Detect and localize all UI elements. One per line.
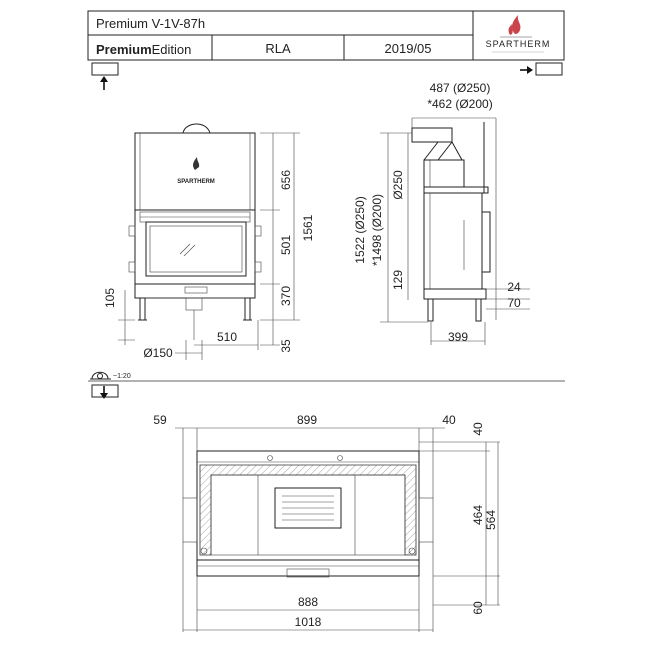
dim-656: 656: [279, 169, 293, 191]
dim-899: 899: [296, 413, 318, 427]
dim-370: 370: [279, 285, 293, 307]
arrow-up-icon: [100, 76, 108, 90]
plan-view: [183, 451, 433, 577]
date-label: 2019/05: [384, 41, 432, 56]
title-block: [88, 11, 564, 60]
dim-35: 35: [279, 339, 293, 353]
dim-462: *462 (Ø200): [427, 97, 493, 111]
dim-129: 129: [391, 269, 405, 291]
dim-24: 24: [507, 280, 521, 294]
dim-1498: *1498 (Ø200): [370, 193, 384, 267]
dim-501: 501: [279, 234, 293, 256]
dim-510: 510: [216, 330, 238, 344]
side-dimensions: [353, 81, 530, 345]
scale-label: ~1:20: [113, 373, 131, 380]
side-view: [412, 122, 490, 321]
dim-60: 60: [471, 601, 485, 615]
front-logo-text: SPARTHERM: [177, 179, 215, 185]
dim-top-40: 40: [442, 413, 456, 427]
dim-diameter-250: Ø250: [391, 170, 405, 200]
scale-icon: [90, 372, 111, 379]
edition-bold: Premium: [96, 42, 152, 57]
dim-1522: 1522 (Ø250): [353, 196, 367, 264]
dim-487: 487 (Ø250): [429, 81, 491, 95]
dim-464: 464: [471, 504, 485, 526]
code-label: RLA: [265, 41, 291, 56]
dim-105: 105: [103, 287, 117, 309]
arrow-right-icon: [520, 66, 533, 74]
dim-564: 564: [484, 509, 498, 531]
front-view: [129, 124, 261, 340]
dim-diameter-150: Ø150: [143, 346, 173, 360]
front-view-symbol: [92, 63, 118, 75]
flame-logo-icon: [500, 15, 532, 37]
dim-399: 399: [447, 330, 469, 344]
dim-70: 70: [507, 296, 521, 310]
dim-right-40: 40: [471, 422, 485, 436]
dim-888: 888: [297, 595, 319, 609]
dim-1561: 1561: [301, 214, 315, 242]
brand-logo-text: SPARTHERM: [485, 39, 551, 49]
front-flame-icon: [193, 157, 199, 170]
dim-59: 59: [153, 413, 167, 427]
firebox-wall: [200, 465, 416, 555]
side-view-symbol: [536, 63, 562, 75]
edition-label: [96, 42, 191, 57]
dim-1018: 1018: [294, 615, 322, 629]
model-title: Premium V-1V-87h: [96, 16, 206, 31]
edition-rest: Edition: [151, 42, 192, 57]
